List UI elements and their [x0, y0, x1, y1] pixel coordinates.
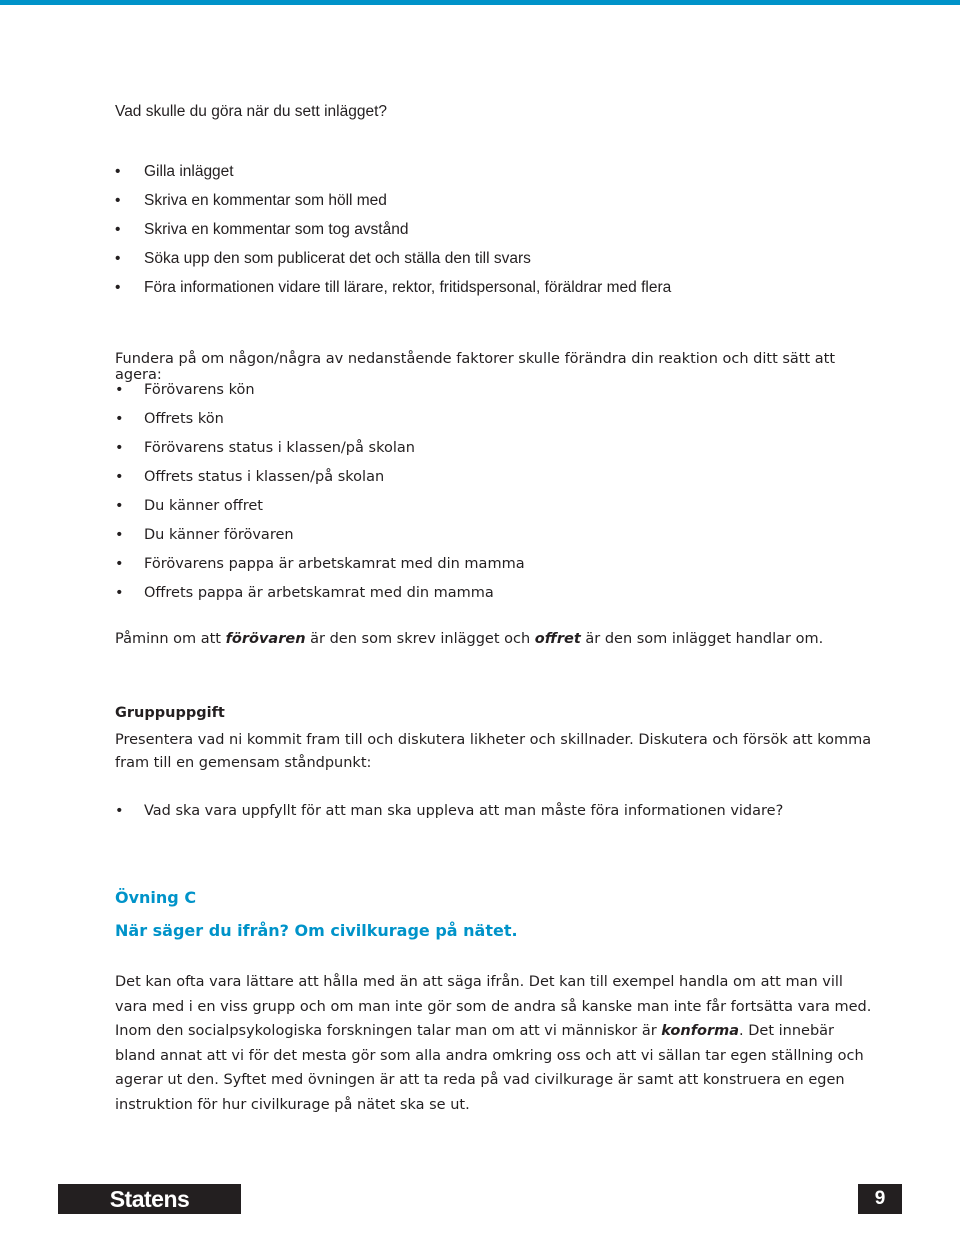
- emphasis-term: offret: [534, 631, 581, 647]
- list-item: • Förövarens pappa är arbetskamrat med din mamma: [115, 554, 875, 583]
- question-heading: Vad skulle du göra när du sett inlägget?: [115, 103, 388, 120]
- list-item: • Offrets kön: [115, 409, 875, 438]
- exercise-title: Övning C: [115, 888, 197, 907]
- list-item: • Söka upp den som publicerat det och ställa den till svars: [115, 249, 875, 278]
- reminder-part: är den som inlägget handlar om.: [580, 631, 824, 647]
- paragraph-part: Det kan ofta vara lättare att hålla med än att säga ifrån. Det kan till exempel handla om att man vill vara med i en viss grupp och om man inte gör som de andra så kanske man inte får fortsätta vara med. Inom den socialpsykologiska forskningen talar man om att vi människor är: [115, 974, 872, 1039]
- list-item: • Skriva en kommentar som tog avstånd: [115, 220, 875, 249]
- reminder-part: Påminn om att: [115, 631, 226, 647]
- statens-medierad-logo: Statens medieråd: [58, 1184, 241, 1214]
- list-item: • Gilla inlägget: [115, 162, 875, 191]
- list-item: • Vad ska vara uppfyllt för att man ska uppleva att man måste föra informationen vidare?: [115, 801, 875, 821]
- paragraph-part: . Det innebär bland annat att vi för det mesta gör som alla andra omkring oss och att vi sällan tar egen ställning och agerar ut den. Syftet med övningen är att ta reda på vad civilkurage är samt att konstruera en egen instruktion för hur civilkurage på nätet ska se ut.: [115, 1023, 864, 1113]
- group-task-text: Presentera vad ni kommit fram till och diskutera likheter och skillnader. Diskutera och försök att komma fram till en gemensam ståndpunkt:: [115, 732, 872, 771]
- list-item: • Offrets status i klassen/på skolan: [115, 467, 875, 496]
- group-task-heading: Gruppuppgift: [115, 705, 225, 721]
- list-item: • Du känner förövaren: [115, 525, 875, 554]
- exercise-paragraph: [115, 970, 875, 1117]
- response-options-list: [115, 162, 875, 307]
- exercise-subtitle: När säger du ifrån? Om civilkurage på nätet.: [115, 921, 518, 940]
- list-item: • Förövarens status i klassen/på skolan: [115, 438, 875, 467]
- list-item: • Offrets pappa är arbetskamrat med din mamma: [115, 583, 875, 612]
- emphasis-term: konforma: [661, 1023, 740, 1039]
- reminder-part: är den som skrev inlägget och: [305, 631, 535, 647]
- emphasis-term: förövaren: [225, 631, 306, 647]
- factors-list: [115, 380, 875, 612]
- list-item: • Förövarens kön: [115, 380, 875, 409]
- top-accent-bar: [0, 0, 960, 5]
- group-task-list: [115, 801, 875, 821]
- list-item: • Skriva en kommentar som höll med: [115, 191, 875, 220]
- page-number: 9: [858, 1184, 902, 1214]
- reminder-text: [115, 631, 875, 647]
- list-item: • Du känner offret: [115, 496, 875, 525]
- factors-intro: Fundera på om någon/några av nedanstående faktorer skulle förändra din reaktion och ditt sätt att agera:: [115, 351, 836, 383]
- list-item: • Föra informationen vidare till lärare, rektor, fritidspersonal, föräldrar med flera: [115, 278, 875, 307]
